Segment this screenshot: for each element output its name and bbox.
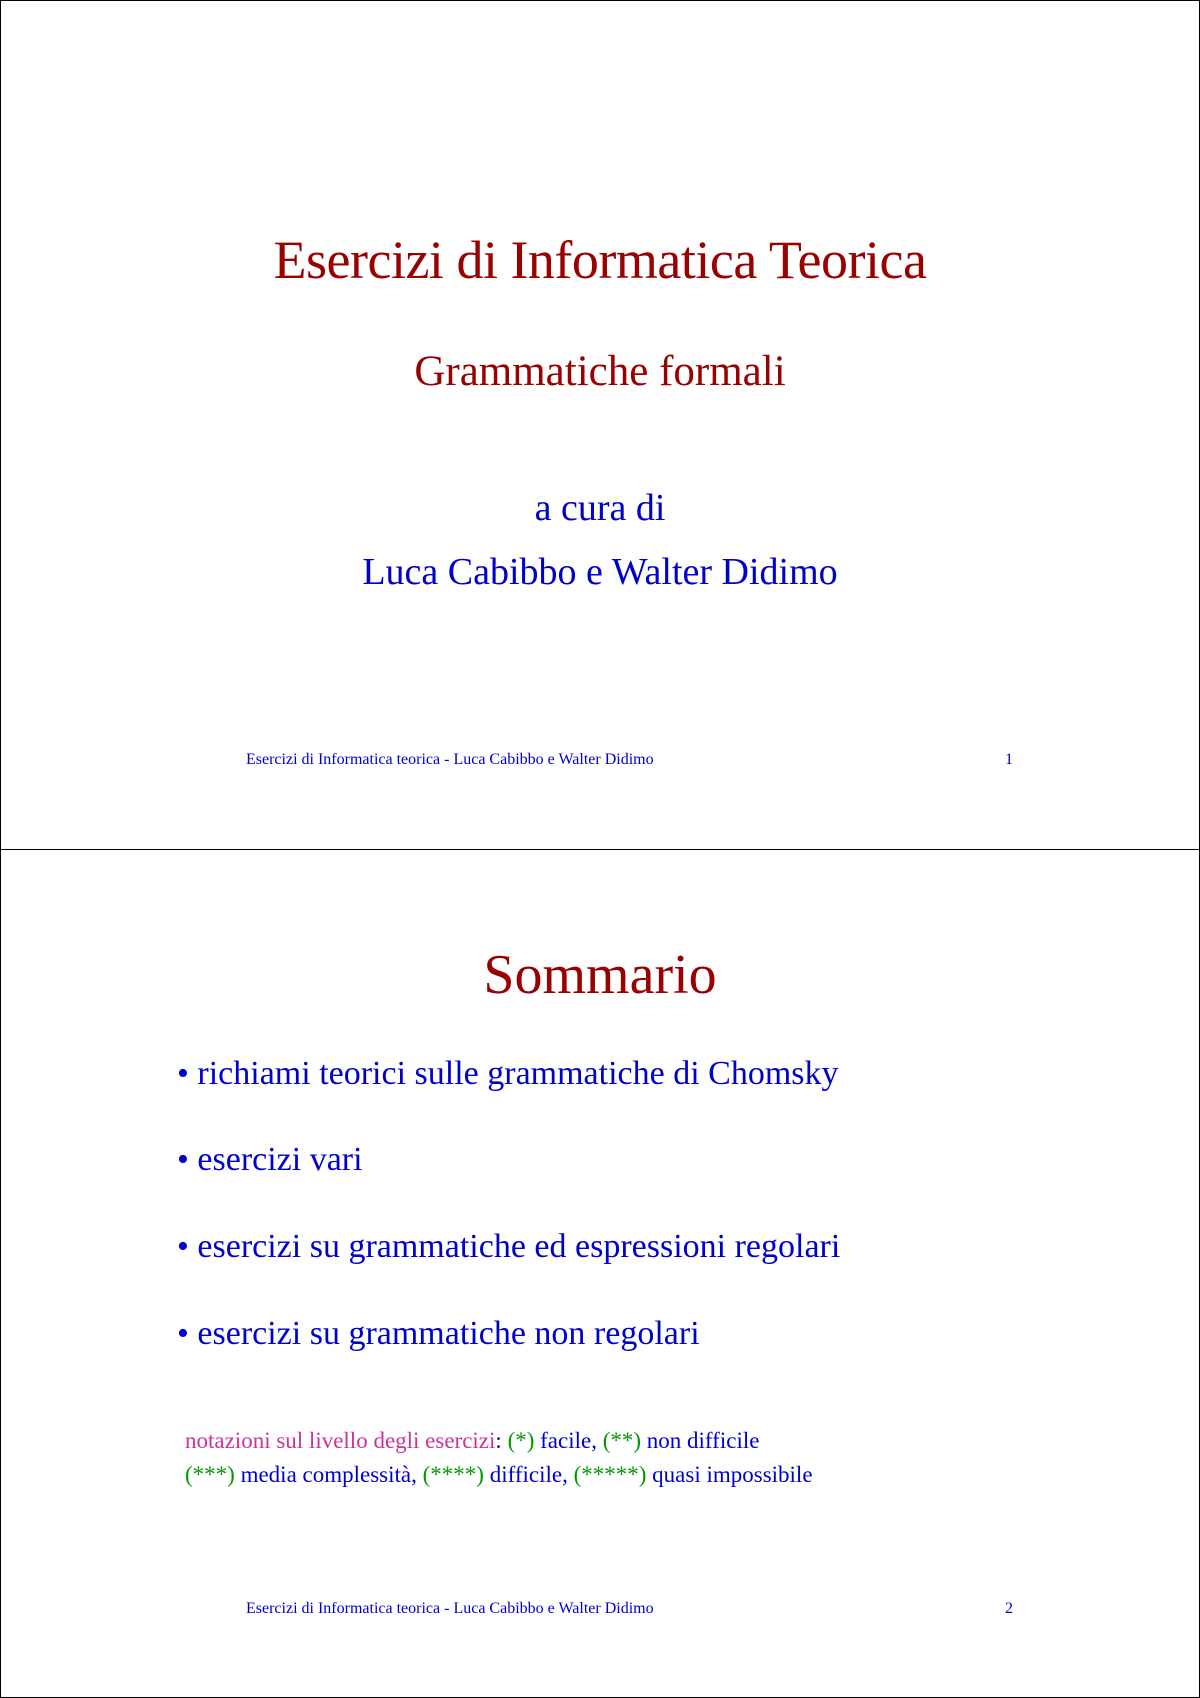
author-intro: a cura di bbox=[534, 487, 666, 529]
level-code: (****) bbox=[422, 1462, 484, 1487]
level-text: quasi impossibile bbox=[652, 1462, 813, 1487]
bullet-item: • esercizi vari bbox=[177, 1141, 363, 1178]
notation-line-1 bbox=[185, 1428, 759, 1454]
notation-label: notazioni sul livello degli esercizi bbox=[185, 1428, 496, 1453]
bullet-item: • richiami teorici sulle grammatiche di Chomsky bbox=[177, 1055, 839, 1092]
slide-title: Esercizi di Informatica Teorica bbox=[273, 230, 927, 290]
slide-subtitle: Grammatiche formali bbox=[414, 348, 786, 395]
slide-2 bbox=[0, 849, 1200, 1698]
page-number: 1 bbox=[1005, 751, 1013, 768]
slide-footer: Esercizi di Informatica teorica - Luca Cabibbo e Walter Didimo bbox=[246, 1600, 654, 1617]
notation-line-2 bbox=[185, 1462, 813, 1488]
bullet-item: • esercizi su grammatiche non regolari bbox=[177, 1315, 700, 1352]
level-text: non difficile bbox=[646, 1428, 760, 1453]
notation-colon: : bbox=[495, 1428, 502, 1453]
slide-footer: Esercizi di Informatica teorica - Luca Cabibbo e Walter Didimo bbox=[246, 751, 654, 768]
level-code: (**) bbox=[602, 1428, 642, 1453]
level-text: media complessità, bbox=[240, 1462, 417, 1487]
level-code: (*****) bbox=[573, 1462, 647, 1487]
level-code: (***) bbox=[185, 1462, 235, 1487]
bullet-item: • esercizi su grammatiche ed espressioni regolari bbox=[177, 1228, 841, 1265]
page-number: 2 bbox=[1005, 1600, 1013, 1617]
level-text: facile, bbox=[540, 1428, 597, 1453]
level-code: (*) bbox=[507, 1428, 535, 1453]
slide-title: Sommario bbox=[483, 944, 717, 1006]
level-text: difficile, bbox=[489, 1462, 568, 1487]
authors: Luca Cabibbo e Walter Didimo bbox=[362, 551, 838, 593]
